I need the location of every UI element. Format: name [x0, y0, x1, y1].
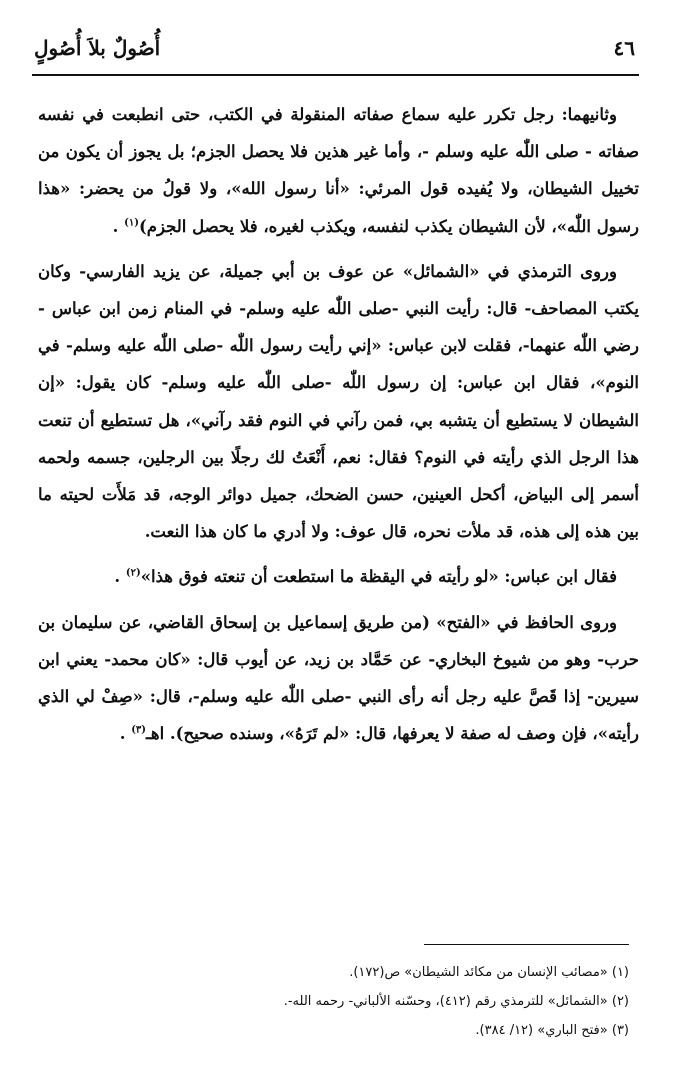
paragraph-text: وروى الحافظ في «الفتح» (من طريق إسماعيل بن إسحاق القاضي، عن سليمان بن حرب- وهو من شيوخ البخاري- عن حَمَّاد بن زيد، عن أيوب قال: «كان محمد- يعني ابن سيرين- إذا قَصَّ عليه رجل أنه رأى النبي -صلى اللّٰه عليه وسلم-، قال: «صِفْ لي الذي رأيته»، فإن وصف له صفة لا يعرفها، قال: «لم تَرَهُ»، وسنده صحيح). اهـ [38, 612, 639, 744]
paragraph-3 [38, 558, 639, 595]
footnote-1: (١) «مصائب الإنسان من مكائد الشيطان» ص(١٧٢). [349, 965, 629, 980]
header-divider [32, 74, 639, 76]
page-number: ٤٦ [613, 36, 635, 60]
footnotes [40, 958, 629, 1045]
paragraph-2 [38, 253, 639, 551]
paragraph-end: . [114, 567, 126, 587]
paragraph-4 [38, 604, 639, 753]
footnote-3: (٣) «فتح الباري» (١٢/ ٣٨٤). [475, 1023, 629, 1038]
footnote-marker: (٢) [125, 567, 141, 579]
footnote-divider [424, 944, 629, 945]
footnote-marker: (١) [124, 217, 139, 229]
paragraph-text: وثانيهما: رجل تكرر عليه سماع صفاته المنقولة في الكتب، حتى انطبعت في نفسه صفاته - صلى اللّٰه عليه وسلم -، وأما غير هذين فلا يحصل الجزم؛ بل يجوز أن يكون من تخييل الشيطان، ولا يُفيده قول المرئي: «أنا رسول الله»، ولا قولُ من يحضر: «هذا رسول اللّٰه»، لأن الشيطان يكذب لنفسه، ويكذب لغيره، فلا يحصل الجزم) [38, 105, 639, 236]
paragraph-end: . [112, 216, 125, 236]
paragraph-end: . [119, 724, 132, 744]
footnote-2: (٢) «الشمائل» للترمذي رقم (٤١٢)، وحسّنه الألباني- رحمه الله-. [283, 994, 629, 1009]
paragraph-text: فقال ابن عباس: «لو رأيته في اليقظة ما استطعت أن تنعته فوق هذا» [140, 567, 617, 587]
paragraph-text: وروى الترمذي في «الشمائل» عن عوف بن أبي جميلة، عن يزيد الفارسي- وكان يكتب المصاحف- قال: رأيت النبي -صلى اللّٰه عليه وسلم- في المنام زمن ابن عباس - رضي اللّٰه عنهما-، فقلت لابن عباس: «إني رأيت رسول اللّٰه -صلى اللّٰه عليه وسلم- في النوم»، فقال ابن عباس: إن رسول اللّٰه -صلى اللّٰه عليه وسلم- كان يقول: «إن الشيطان لا يستطيع أن يتشبه بي، فمن رآني في النوم فقد رآني»، هل تستطيع أن تنعت هذا الرجل الذي رأيته في النوم؟ فقال: نعم، أَنْعَتُ لك رجلًا بين الرجلين، جسمه ولحمه أسمر إلى البياض، أكحل العينين، حسن الضحك، جميل دوائر الوجه، قد مَلأَت لحيته ما بين هذه إلى هذه، قد ملأت نحره، قال عوف: ولا أدري ما كان هذا النعت. [38, 261, 639, 542]
paragraph-1 [38, 96, 639, 245]
page-header [34, 34, 635, 66]
book-title: أُصُولٌ بلاَ أُصُولٍ [34, 36, 161, 60]
footnote-marker: (٣) [131, 724, 147, 736]
main-text [38, 96, 639, 760]
